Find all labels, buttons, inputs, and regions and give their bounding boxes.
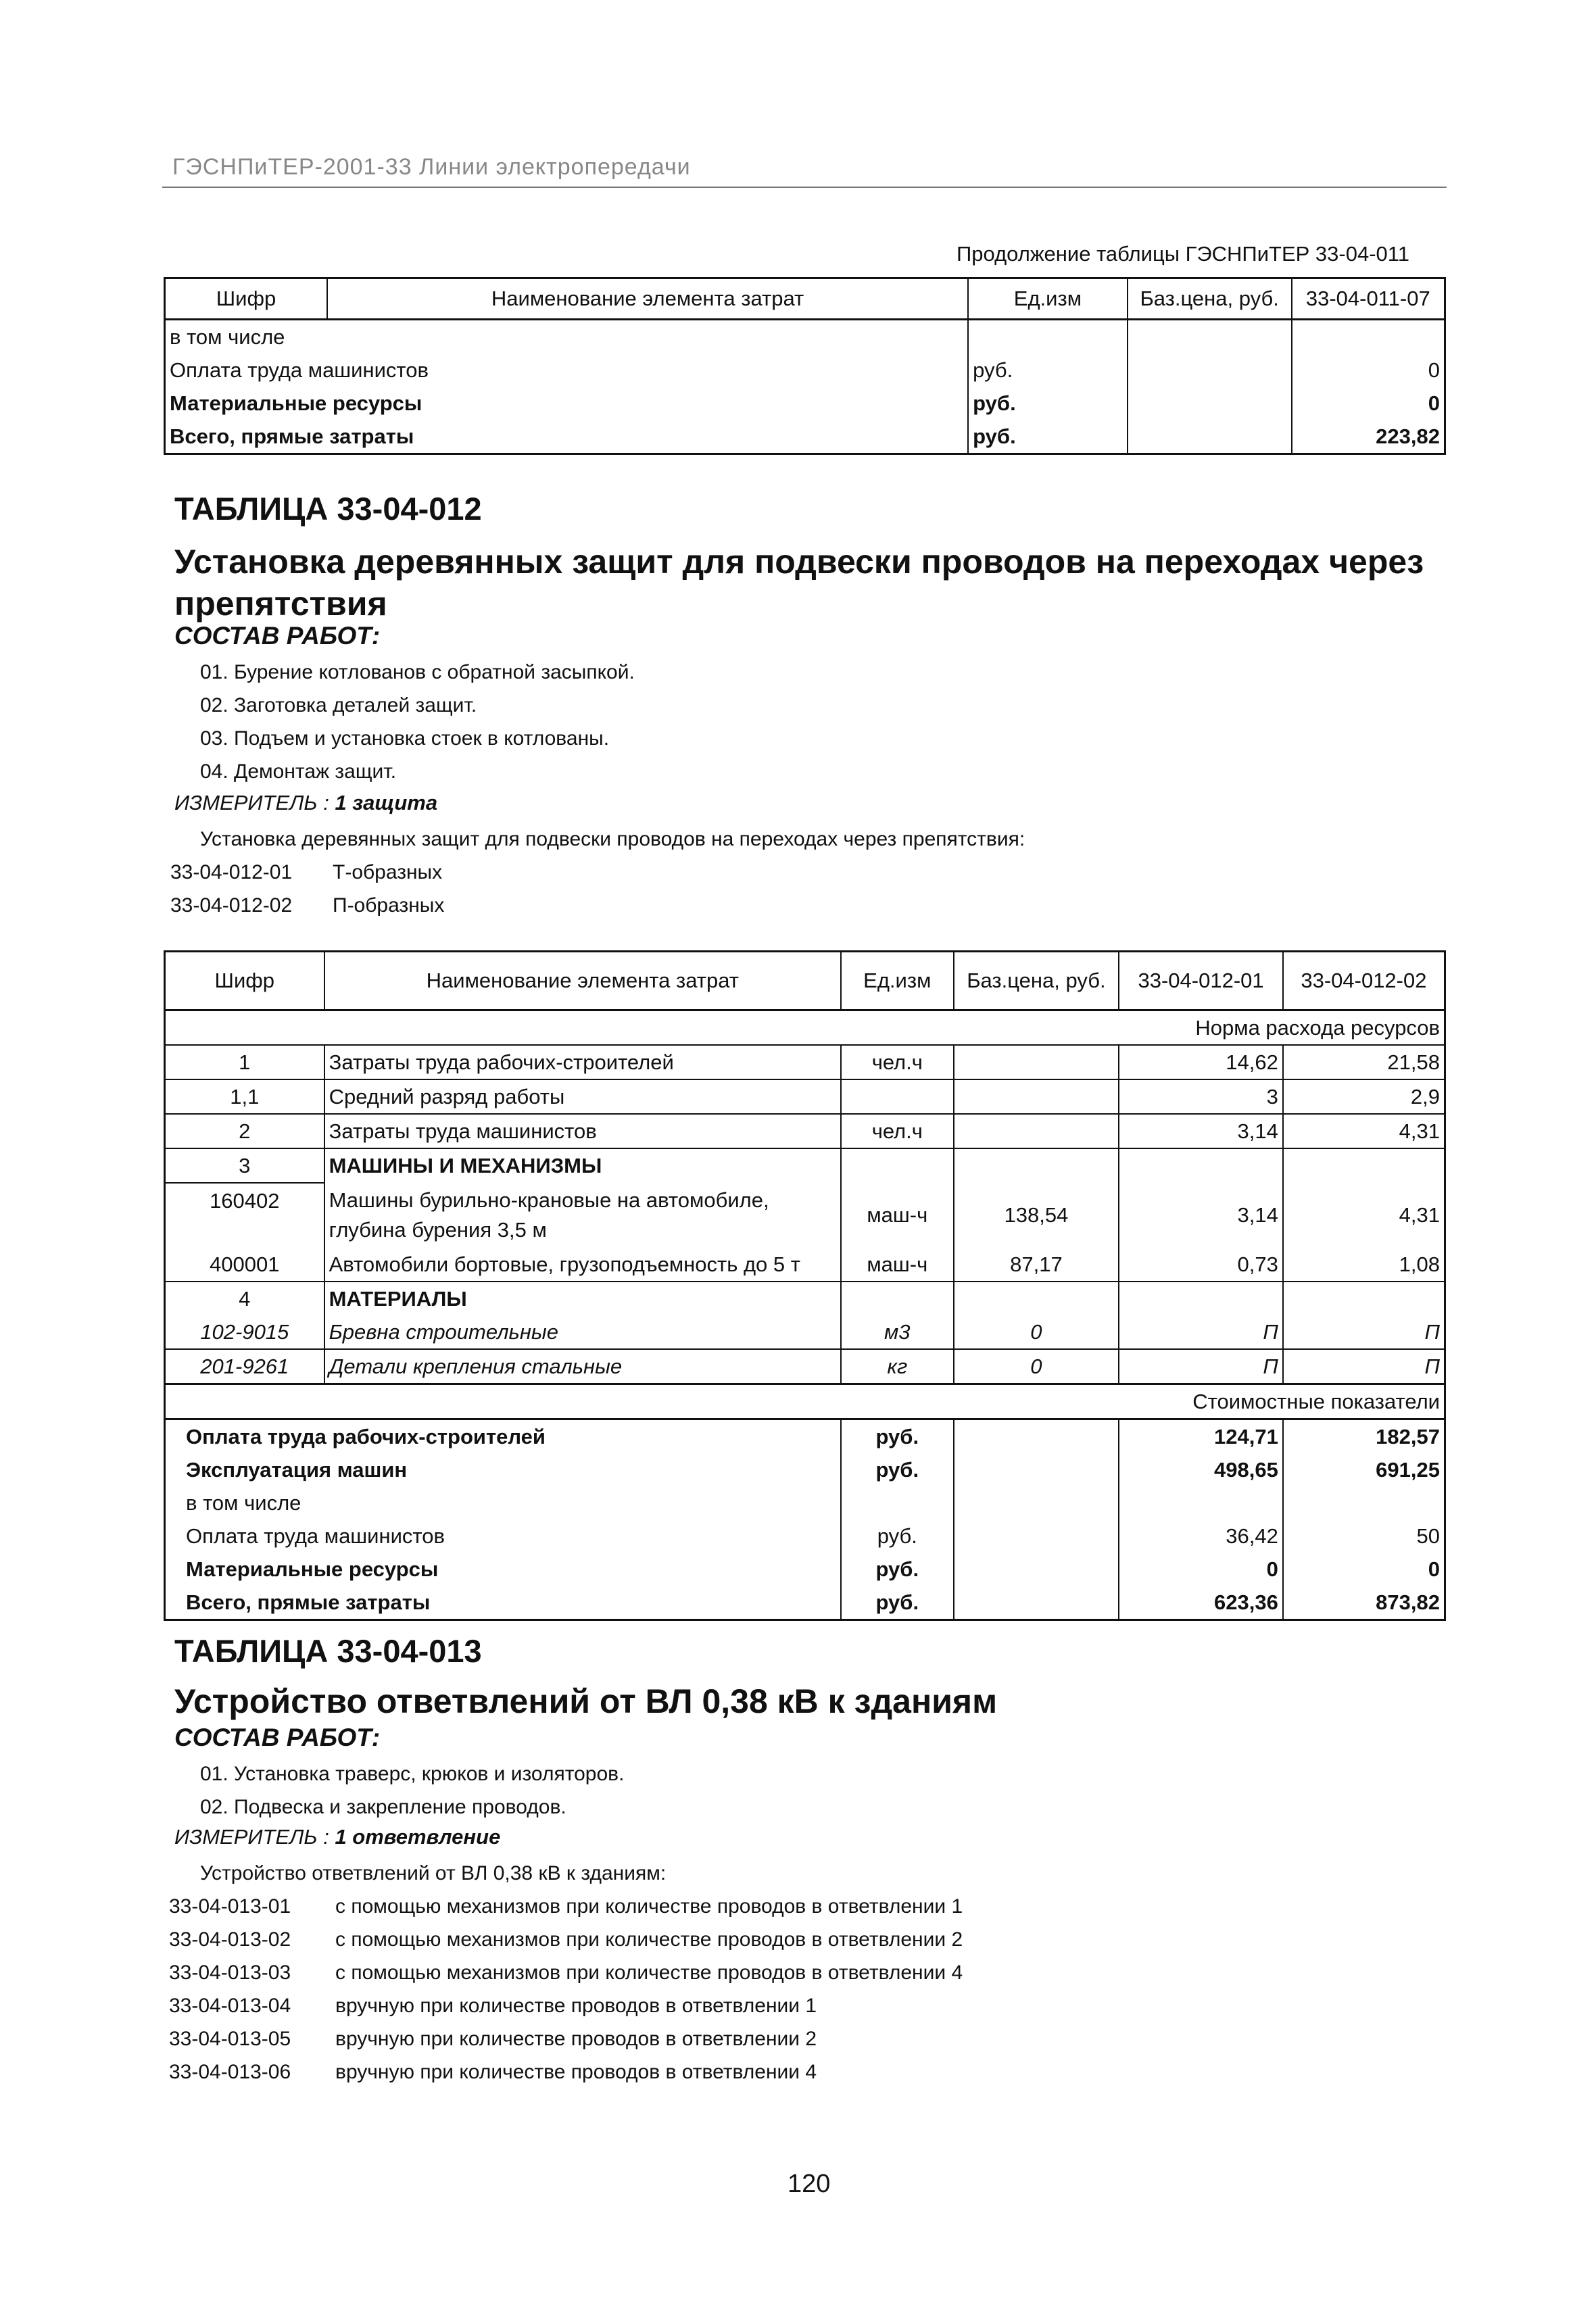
unit-cell: маш-ч	[841, 1248, 953, 1282]
unit-cell	[841, 1079, 953, 1114]
value-cell	[1119, 1282, 1283, 1315]
value-cell: 873,82	[1283, 1586, 1445, 1620]
code: 33-04-013-06	[169, 2061, 291, 2083]
header-cell: 33-04-012-02	[1283, 952, 1445, 1010]
value-cell: 4,31	[1283, 1183, 1445, 1248]
price-cell	[954, 1553, 1119, 1586]
value-cell	[1283, 1148, 1445, 1183]
table-row	[165, 1148, 1445, 1183]
cost-label: Стоимостные показатели	[165, 1384, 1445, 1419]
section-subtitle: Устройство ответвлений от ВЛ 0,38 кВ к зданиям	[174, 1682, 998, 1720]
unit-cell: кг	[841, 1349, 953, 1384]
value-cell: 623,36	[1119, 1586, 1283, 1620]
unit-cell: руб.	[841, 1519, 953, 1553]
work-item: 01. Бурение котлованов с обратной засыпкой.	[200, 661, 635, 683]
unit-cell: маш-ч	[841, 1183, 953, 1248]
value-cell: П	[1119, 1349, 1283, 1384]
price-cell	[954, 1419, 1119, 1454]
code-item	[169, 1923, 963, 1956]
value-cell: 21,58	[1283, 1045, 1445, 1079]
header-cell: Баз.цена, руб.	[954, 952, 1119, 1010]
price-cell	[954, 1114, 1119, 1148]
works-heading: СОСТАВ РАБОТ:	[174, 622, 381, 650]
table-row	[165, 1282, 1445, 1315]
table-row	[165, 1079, 1445, 1114]
norma-label: Норма расхода ресурсов	[165, 1010, 1445, 1046]
name-cell: Средний разряд работы	[324, 1079, 841, 1114]
price-cell	[954, 1045, 1119, 1079]
header-cell: 33-04-012-01	[1119, 952, 1283, 1010]
table-row	[165, 1519, 1445, 1553]
value-cell: 0	[1428, 391, 1440, 415]
unit-cell: руб.	[968, 354, 1128, 387]
code-cell: 1,1	[165, 1079, 324, 1114]
code-cell: 102-9015	[165, 1315, 324, 1349]
header-rule	[162, 187, 1447, 188]
work-item: 02. Заготовка деталей защит.	[200, 694, 477, 716]
table-row	[165, 1586, 1445, 1620]
section-subtitle: Установка деревянных защит для подвески проводов на переходах через препятствия	[174, 543, 1424, 623]
code-desc: с помощью механизмов при количестве проводов в ответвлении 2	[335, 1928, 963, 1951]
cost-name-cell: в том числе	[186, 1490, 301, 1515]
name-cell: Затраты труда машинистов	[324, 1114, 841, 1148]
code: 33-04-013-03	[169, 1961, 291, 1984]
table-row	[165, 1486, 1445, 1519]
price-cell	[954, 1453, 1119, 1486]
value-cell: 50	[1283, 1519, 1445, 1553]
unit-cell: руб.	[841, 1586, 953, 1620]
unit-cell: чел.ч	[841, 1045, 953, 1079]
meter-value: 1 защита	[335, 791, 438, 814]
value-cell: 124,71	[1119, 1419, 1283, 1454]
header-cell: Наименование элемента затрат	[324, 952, 841, 1010]
code-cell: 1	[165, 1045, 324, 1079]
name-cell: Затраты труда рабочих-строителей	[324, 1045, 841, 1079]
price-cell	[1128, 354, 1292, 387]
code-list	[169, 1890, 963, 2089]
price-cell	[1128, 387, 1292, 420]
table-33-04-012	[164, 950, 1446, 1621]
code-desc: Т-образных	[333, 861, 443, 883]
code-cell: 160402	[210, 1189, 280, 1213]
works-heading: СОСТАВ РАБОТ:	[174, 1724, 381, 1751]
table-row	[165, 1248, 1445, 1282]
name-cell: МАТЕРИАЛЫ	[324, 1282, 841, 1315]
cost-name-cell: Материальные ресурсы	[186, 1557, 439, 1581]
intro-text: Установка деревянных защит для подвески проводов на переходах через препятствия:	[200, 828, 1025, 850]
continuation-caption: Продолжение таблицы ГЭСНПиТЕР 33-04-011	[957, 242, 1409, 266]
code: 33-04-012-01	[170, 861, 293, 883]
unit-cell: руб.	[841, 1553, 953, 1586]
code-cell: 400001	[165, 1248, 324, 1282]
code-item	[170, 856, 444, 889]
code: 33-04-013-02	[169, 1928, 291, 1951]
value-cell: 0,73	[1119, 1248, 1283, 1282]
code-desc: вручную при количестве проводов в ответвлении 4	[335, 2061, 817, 2083]
value-cell: 4,31	[1283, 1114, 1445, 1148]
section-title: ТАБЛИЦА 33-04-013	[174, 1633, 482, 1669]
code: 33-04-013-04	[169, 1995, 291, 2017]
cost-name-cell: Всего, прямые затраты	[170, 424, 414, 448]
works-list	[200, 1757, 624, 1824]
value-cell: 691,25	[1283, 1453, 1445, 1486]
code: 33-04-013-01	[169, 1895, 291, 1918]
price-cell: 138,54	[954, 1183, 1119, 1248]
unit-cell: руб.	[841, 1453, 953, 1486]
name-cell: МАШИНЫ И МЕХАНИЗМЫ	[324, 1148, 841, 1183]
header-cell: Шифр	[165, 278, 327, 320]
value-cell: 1,08	[1283, 1248, 1445, 1282]
code-desc: с помощью механизмов при количестве проводов в ответвлении 4	[335, 1961, 963, 1984]
work-item: 01. Установка траверс, крюков и изоляторов.	[200, 1763, 625, 1785]
unit-cell: руб.	[968, 420, 1128, 454]
unit-cell: чел.ч	[841, 1114, 953, 1148]
value-cell: 3	[1119, 1079, 1283, 1114]
name-cell	[324, 1183, 841, 1248]
value-cell	[1292, 320, 1445, 354]
table-row	[165, 1315, 1445, 1349]
value-cell	[1283, 1282, 1445, 1315]
code: 33-04-013-05	[169, 2028, 291, 2050]
section-title: ТАБЛИЦА 33-04-012	[174, 491, 482, 527]
code-desc: вручную при количестве проводов в ответвлении 1	[335, 1995, 817, 2017]
meter-label: ИЗМЕРИТЕЛЬ :	[174, 791, 329, 814]
header-cell: Шифр	[165, 952, 324, 1010]
header-cell: 33-04-011-07	[1292, 278, 1445, 320]
table-row	[165, 387, 1445, 420]
value-cell: 14,62	[1119, 1045, 1283, 1079]
unit-cell	[968, 320, 1128, 354]
table-row	[165, 1183, 1445, 1248]
unit-cell: руб.	[841, 1419, 953, 1454]
code-item	[170, 889, 444, 922]
value-cell: П	[1283, 1349, 1445, 1384]
value-cell: 3,14	[1119, 1183, 1283, 1248]
table-33-04-011	[164, 277, 1446, 455]
value-cell: 0	[1119, 1553, 1283, 1586]
price-cell: 0	[954, 1349, 1119, 1384]
price-cell	[954, 1079, 1119, 1114]
value-cell	[1119, 1148, 1283, 1183]
table-row	[165, 320, 1445, 354]
name-line: глубина бурения 3,5 м	[329, 1218, 547, 1242]
cost-name-cell: Материальные ресурсы	[170, 391, 422, 415]
value-cell: 36,42	[1119, 1519, 1283, 1553]
code-item	[169, 2022, 963, 2055]
code-item	[169, 1989, 963, 2022]
unit-cell	[841, 1486, 953, 1519]
value-cell: П	[1119, 1315, 1283, 1349]
code-item	[169, 1890, 963, 1923]
cost-name-cell: Оплата труда машинистов	[170, 358, 429, 382]
value-cell: 0	[1283, 1553, 1445, 1586]
code-desc: с помощью механизмов при количестве проводов в ответвлении 1	[335, 1895, 963, 1918]
value-cell: 182,57	[1283, 1419, 1445, 1454]
table-row	[165, 1453, 1445, 1486]
page-number: 120	[788, 2170, 831, 2198]
unit-cell	[841, 1148, 953, 1183]
code-cell: 4	[239, 1286, 251, 1311]
unit-cell: руб.	[968, 387, 1128, 420]
work-item: 04. Демонтаж защит.	[200, 760, 397, 783]
price-cell	[954, 1486, 1119, 1519]
price-cell	[954, 1586, 1119, 1620]
header-cell: Наименование элемента затрат	[327, 278, 968, 320]
value-cell: 2,9	[1283, 1079, 1445, 1114]
name-cell: Бревна строительные	[324, 1315, 841, 1349]
value-cell: 223,82	[1376, 424, 1440, 448]
unit-cell: м3	[841, 1315, 953, 1349]
price-cell	[954, 1519, 1119, 1553]
intro-text: Устройство ответвлений от ВЛ 0,38 кВ к зданиям:	[200, 1862, 667, 1884]
name-line: Машины бурильно-крановые на автомобиле,	[329, 1188, 769, 1212]
cost-name-cell: Оплата труда рабочих-строителей	[186, 1424, 546, 1448]
code-list	[170, 856, 444, 922]
meter-label: ИЗМЕРИТЕЛЬ :	[174, 1825, 329, 1849]
table-row	[165, 420, 1445, 454]
price-cell: 0	[954, 1315, 1119, 1349]
code: 33-04-012-02	[170, 894, 293, 917]
code-desc: вручную при количестве проводов в ответвлении 2	[335, 2028, 817, 2050]
cost-name-cell: Эксплуатация машин	[186, 1457, 408, 1482]
code-cell: 201-9261	[165, 1349, 324, 1384]
table-row	[165, 1419, 1445, 1454]
table-row	[165, 1045, 1445, 1079]
price-cell: 87,17	[954, 1248, 1119, 1282]
code-cell: 2	[165, 1114, 324, 1148]
value-cell: 3,14	[1119, 1114, 1283, 1148]
table-row	[165, 354, 1445, 387]
header-cell: Баз.цена, руб.	[1128, 278, 1292, 320]
cost-name-cell: Всего, прямые затраты	[186, 1590, 431, 1614]
price-cell	[954, 1148, 1119, 1183]
code-item	[169, 2055, 963, 2089]
running-header: ГЭСНПиТЕР-2001-33 Линии электропередачи	[172, 154, 691, 180]
code-cell: 3	[165, 1148, 324, 1183]
cost-name-cell: в том числе	[170, 324, 285, 349]
price-cell	[954, 1282, 1119, 1315]
meter	[174, 1825, 500, 1849]
unit-cell	[841, 1282, 953, 1315]
work-item: 02. Подвеска и закрепление проводов.	[200, 1796, 566, 1818]
table-row	[165, 1553, 1445, 1586]
meter-value: 1 ответвление	[335, 1825, 501, 1849]
table-row	[165, 1349, 1445, 1384]
value-cell	[1283, 1486, 1445, 1519]
name-cell: Детали крепления стальные	[324, 1349, 841, 1384]
table-row	[165, 1114, 1445, 1148]
header-cell: Ед.изм	[968, 278, 1128, 320]
work-item: 03. Подъем и установка стоек в котлованы.	[200, 727, 610, 750]
cost-name-cell: Оплата труда машинистов	[186, 1524, 445, 1548]
code-desc: П-образных	[333, 894, 445, 917]
meter	[174, 791, 437, 815]
header-cell: Ед.изм	[841, 952, 953, 1010]
value-cell: 498,65	[1119, 1453, 1283, 1486]
code-item	[169, 1956, 963, 1989]
value-cell	[1119, 1486, 1283, 1519]
value-cell: П	[1283, 1315, 1445, 1349]
value-cell: 0	[1428, 358, 1440, 382]
price-cell	[1128, 420, 1292, 454]
works-list	[200, 656, 635, 788]
price-cell	[1128, 320, 1292, 354]
name-cell: Автомобили бортовые, грузоподъемность до 5 т	[324, 1248, 841, 1282]
